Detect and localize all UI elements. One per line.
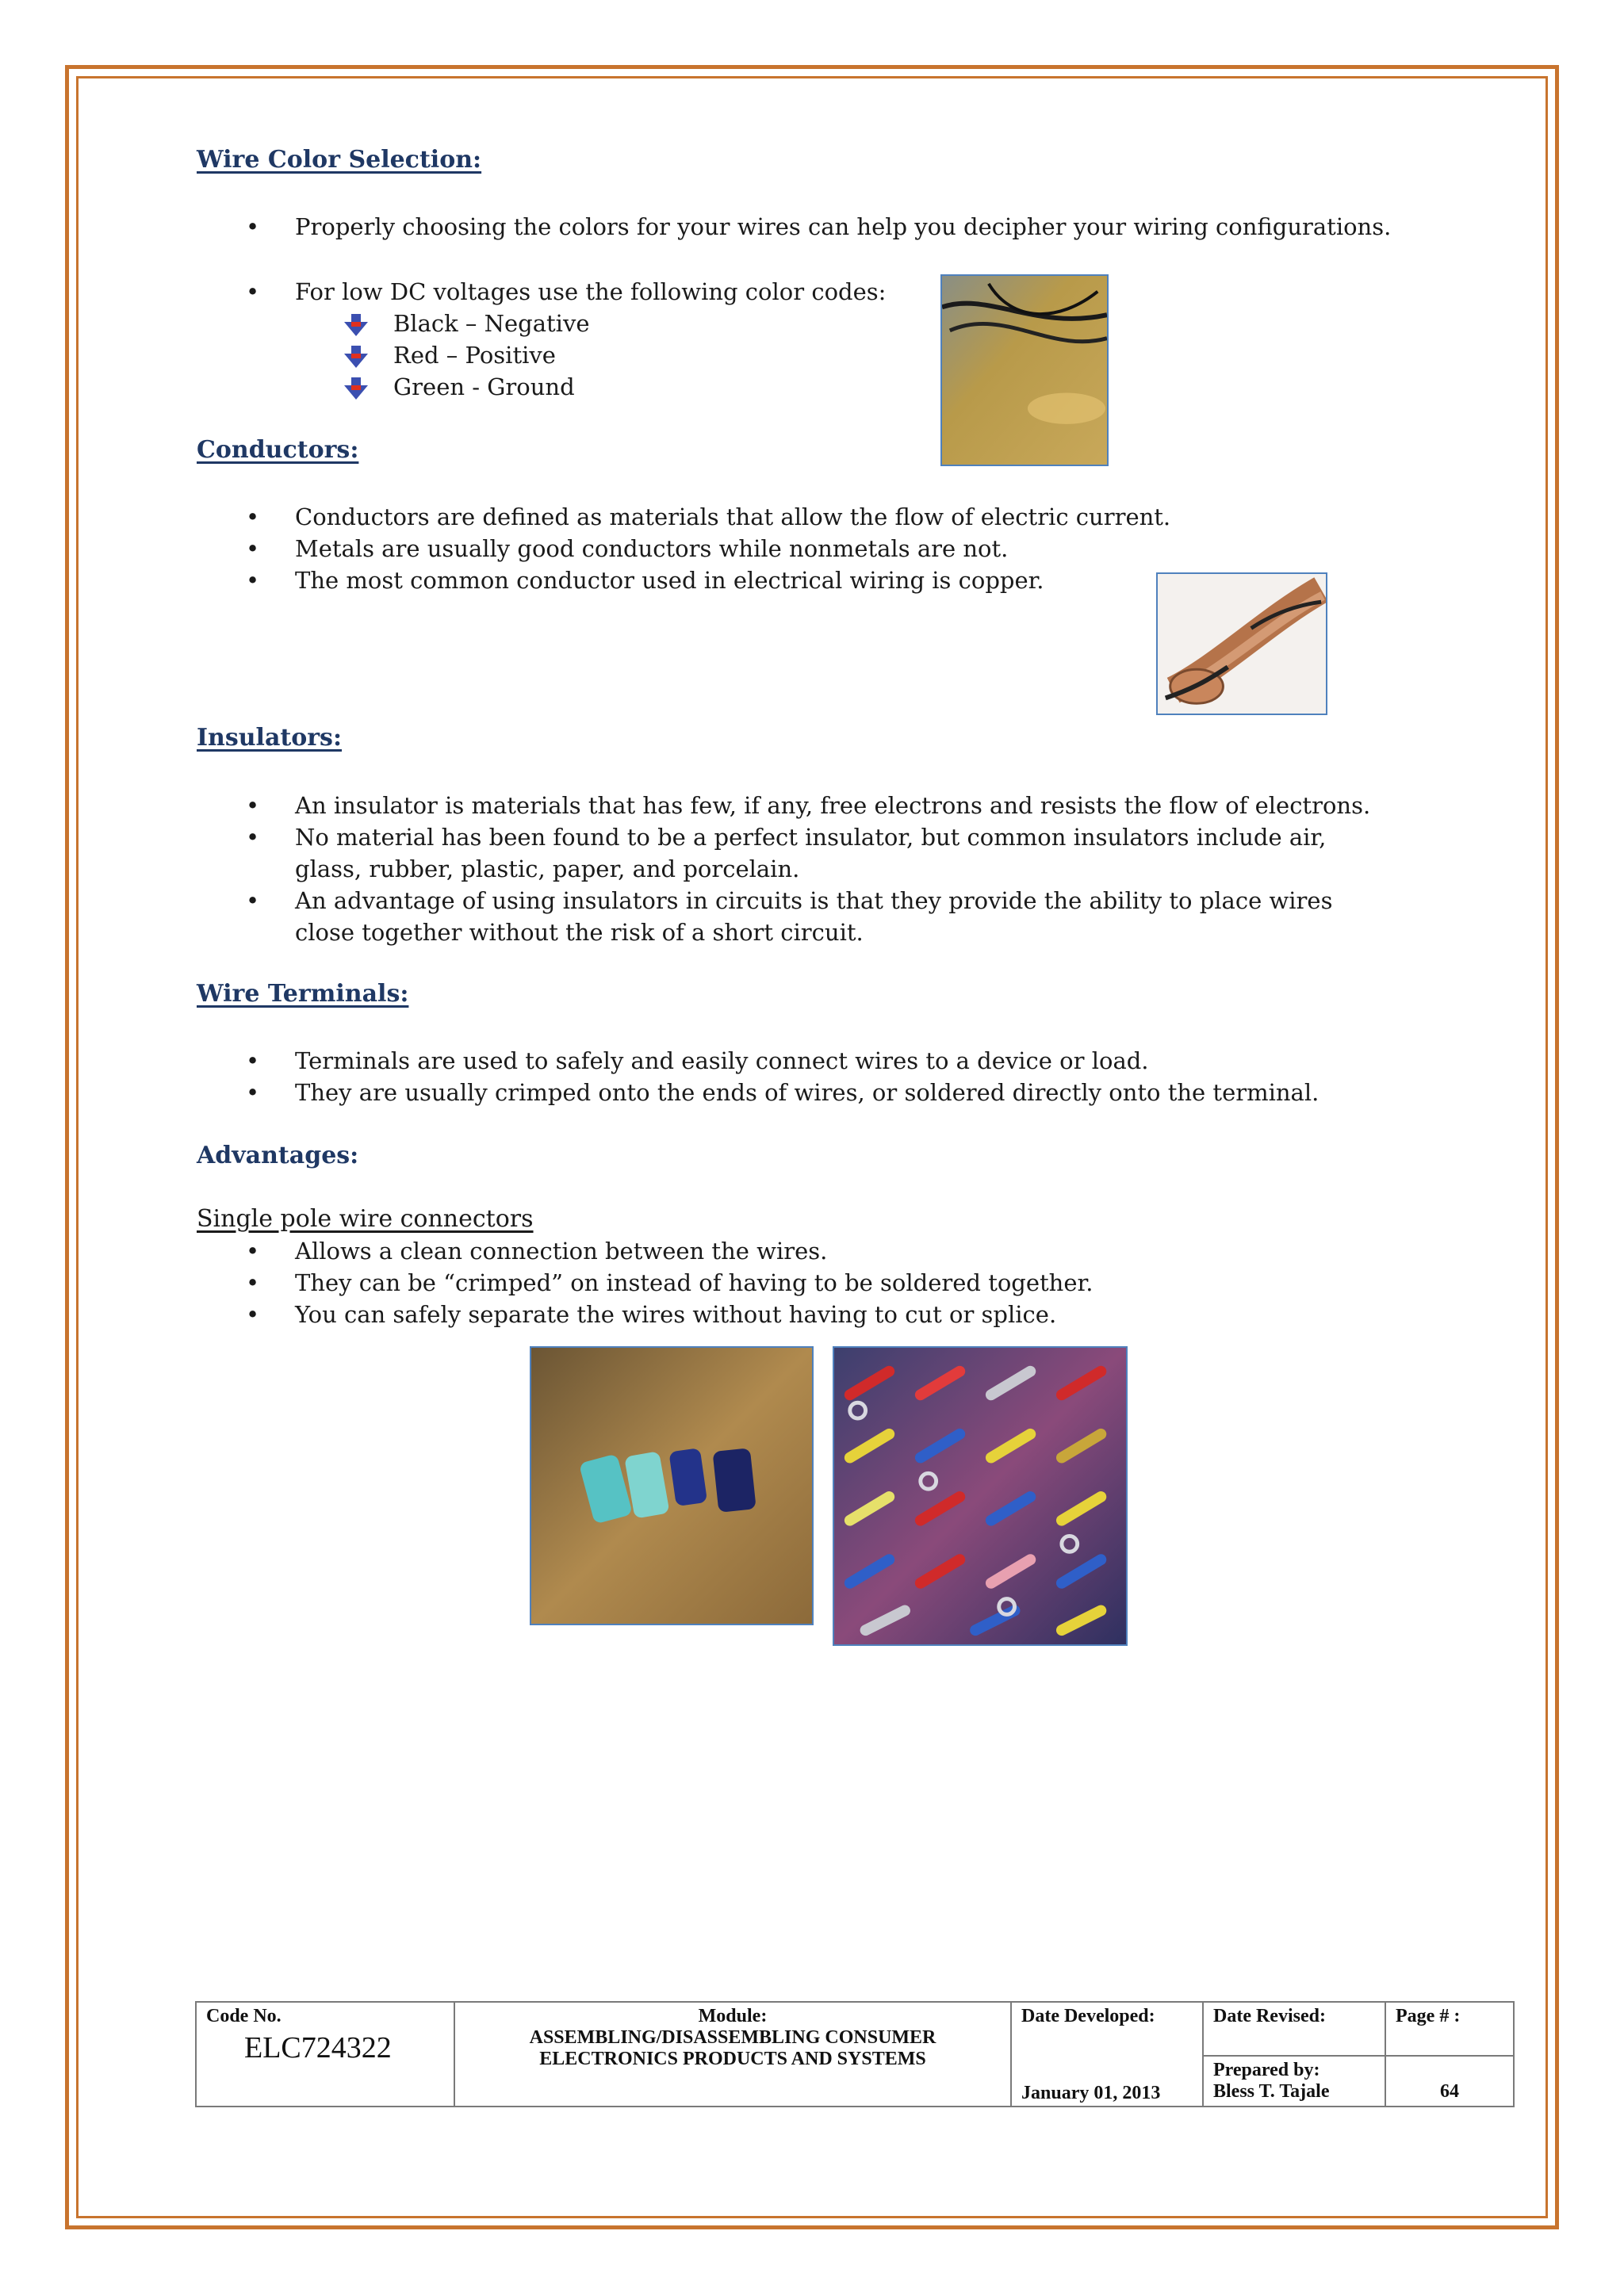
list-item: • Metals are usually good conductors while nonmetals are not. bbox=[238, 533, 1170, 564]
list-item: • They are usually crimped onto the ends of wires, or soldered directly onto the terminal. bbox=[238, 1077, 1319, 1108]
footer-code-cell bbox=[196, 2002, 454, 2107]
wire-terminals-list bbox=[238, 1045, 1319, 1108]
list-item: • Conductors are defined as materials that allow the flow of electric current. bbox=[238, 501, 1170, 533]
footer-date-revised-cell bbox=[1203, 2002, 1385, 2056]
module-line-1: ASSEMBLING/DISASSEMBLING CONSUMER bbox=[529, 2027, 936, 2048]
subheading-single-pole: Single pole wire connectors bbox=[197, 1205, 534, 1233]
wire-terminals-assortment-photo bbox=[833, 1346, 1128, 1646]
color-code-list bbox=[344, 308, 886, 403]
code-value: ELC724322 bbox=[244, 2031, 392, 2064]
insulators-list bbox=[238, 790, 1396, 948]
list-item-text: For low DC voltages use the following color codes: bbox=[295, 278, 887, 305]
prepared-by-label: Prepared by: bbox=[1213, 2060, 1320, 2080]
list-item: • The most common conductor used in electrical wiring is copper. bbox=[238, 564, 1170, 596]
module-label: Module: bbox=[698, 2006, 768, 2026]
list-item: • Terminals are used to safely and easily connect wires to a device or load. bbox=[238, 1045, 1319, 1077]
code-label: Code No. bbox=[206, 2006, 282, 2026]
heading-insulators: Insulators: bbox=[197, 724, 343, 752]
footer-page-number-cell bbox=[1385, 2056, 1514, 2107]
advantages-list bbox=[238, 1235, 1093, 1330]
list-item: • An insulator is materials that has few, if any, free electrons and resists the flow of electrons. bbox=[238, 790, 1396, 821]
wires-on-table-photo bbox=[940, 274, 1109, 466]
single-pole-connectors-photo bbox=[530, 1346, 814, 1625]
footer-prepared-by-cell bbox=[1203, 2056, 1385, 2107]
date-developed-label: Date Developed: bbox=[1021, 2006, 1155, 2026]
wire-color-list bbox=[238, 211, 1391, 243]
heading-advantages: Advantages: bbox=[197, 1142, 359, 1169]
list-item: • Allows a clean connection between the wires. bbox=[238, 1235, 1093, 1267]
conductors-list bbox=[238, 501, 1170, 596]
page-number: 64 bbox=[1440, 2081, 1459, 2102]
list-item bbox=[238, 276, 886, 403]
module-line-2: ELECTRONICS PRODUCTS AND SYSTEMS bbox=[539, 2049, 926, 2069]
color-code-item: Red – Positive bbox=[344, 339, 886, 371]
list-item: • An advantage of using insulators in circuits is that they provide the ability to place wires close together without the risk of a short circuit. bbox=[238, 885, 1396, 948]
heading-wire-terminals: Wire Terminals: bbox=[197, 980, 409, 1008]
prepared-by-value: Bless T. Tajale bbox=[1213, 2081, 1330, 2102]
arrow-bullet-icon bbox=[344, 377, 368, 400]
color-code-item: Green - Ground bbox=[344, 371, 886, 403]
arrow-bullet-icon bbox=[344, 346, 368, 368]
footer-module-cell bbox=[454, 2002, 1011, 2107]
page-label: Page # : bbox=[1396, 2006, 1461, 2026]
arrow-bullet-icon bbox=[344, 314, 368, 336]
list-item: • No material has been found to be a perfect insulator, but common insulators include air, glass, rubber, plastic, paper, and porcelain. bbox=[238, 821, 1396, 885]
heading-wire-color: Wire Color Selection: bbox=[197, 146, 482, 174]
date-revised-label: Date Revised: bbox=[1213, 2006, 1326, 2026]
list-item: • Properly choosing the colors for your wires can help you decipher your wiring configurations. bbox=[238, 211, 1391, 243]
date-developed-value: January 01, 2013 bbox=[1021, 2083, 1161, 2103]
list-item: • They can be “crimped” on instead of having to be soldered together. bbox=[238, 1267, 1093, 1299]
wire-color-list-2 bbox=[238, 276, 886, 403]
document-footer-table bbox=[195, 2001, 1515, 2107]
footer-date-developed-cell bbox=[1011, 2002, 1203, 2107]
copper-wire-photo bbox=[1156, 572, 1327, 715]
list-item: • You can safely separate the wires without having to cut or splice. bbox=[238, 1299, 1093, 1330]
footer-page-label-cell bbox=[1385, 2002, 1514, 2056]
heading-conductors: Conductors: bbox=[197, 436, 359, 464]
color-code-item: Black – Negative bbox=[344, 308, 886, 339]
